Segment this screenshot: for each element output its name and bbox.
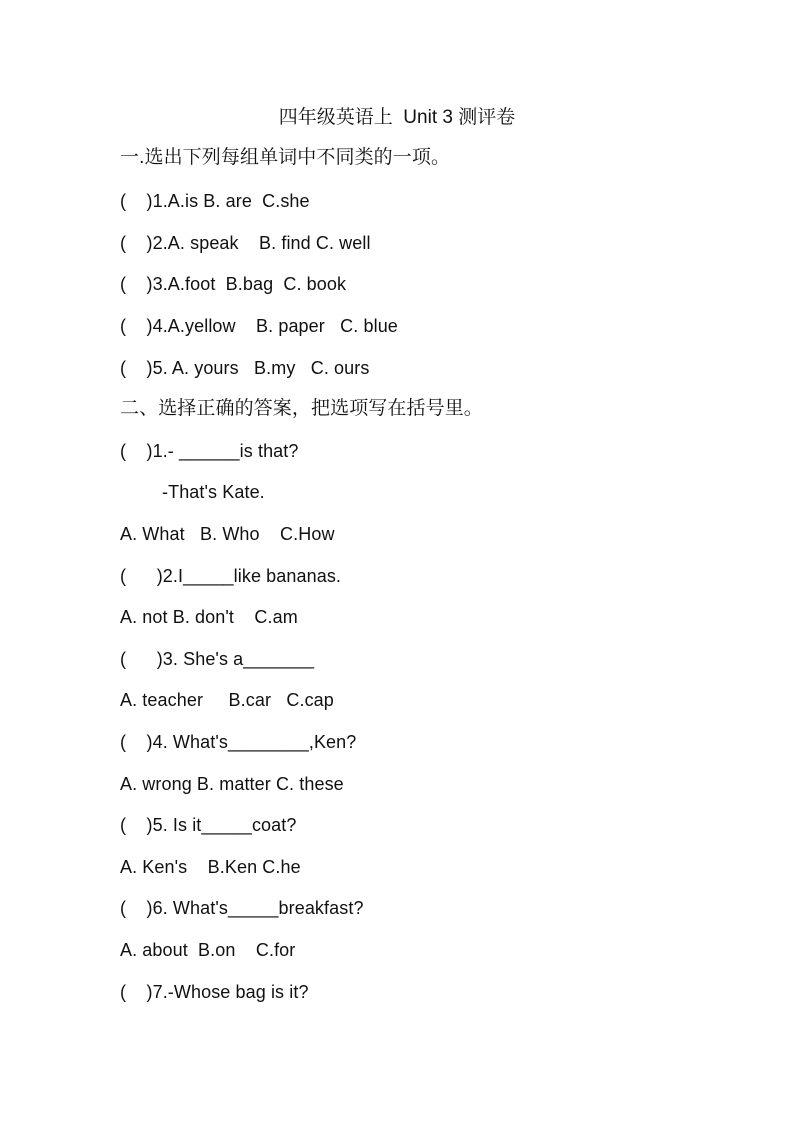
- section-2-question-3: ( )3. She's a_______: [120, 649, 315, 669]
- section-2-question-7: ( )7.-Whose bag is it?: [120, 982, 309, 1002]
- section-1-question-5: ( )5. A. yours B.my C. ours: [120, 358, 370, 378]
- page-title: 四年级英语上 Unit 3 测评卷: [278, 107, 516, 128]
- section-1-heading: 一.选出下列每组单词中不同类的一项。: [120, 147, 451, 168]
- section-1-question-4: ( )4.A.yellow B. paper C. blue: [120, 316, 398, 336]
- section-2-question-3-options: A. teacher B.car C.cap: [120, 690, 334, 710]
- section-2-question-5-options: A. Ken's B.Ken C.he: [120, 857, 301, 877]
- section-2-question-4-options: A. wrong B. matter C. these: [120, 774, 344, 794]
- section-2-question-1-options: A. What B. Who C.How: [120, 524, 335, 544]
- section-2-question-6: ( )6. What's_____breakfast?: [120, 898, 364, 918]
- section-2-question-2-options: A. not B. don't C.am: [120, 607, 298, 627]
- section-2-question-2: ( )2.I_____like bananas.: [120, 566, 342, 586]
- section-2-question-1-dialogue: -That's Kate.: [162, 482, 265, 502]
- section-2-question-1: ( )1.- ______is that?: [120, 441, 299, 461]
- section-2-heading: 二、选择正确的答案，把选项写在括号里。: [120, 398, 483, 419]
- section-1-question-1: ( )1.A.is B. are C.she: [120, 191, 310, 211]
- section-2-question-5: ( )5. Is it_____coat?: [120, 815, 297, 835]
- section-2-question-6-options: A. about B.on C.for: [120, 940, 296, 960]
- section-2-question-4: ( )4. What's________,Ken?: [120, 732, 357, 752]
- section-1-question-2: ( )2.A. speak B. find C. well: [120, 233, 371, 253]
- section-1-question-3: ( )3.A.foot B.bag C. book: [120, 274, 347, 294]
